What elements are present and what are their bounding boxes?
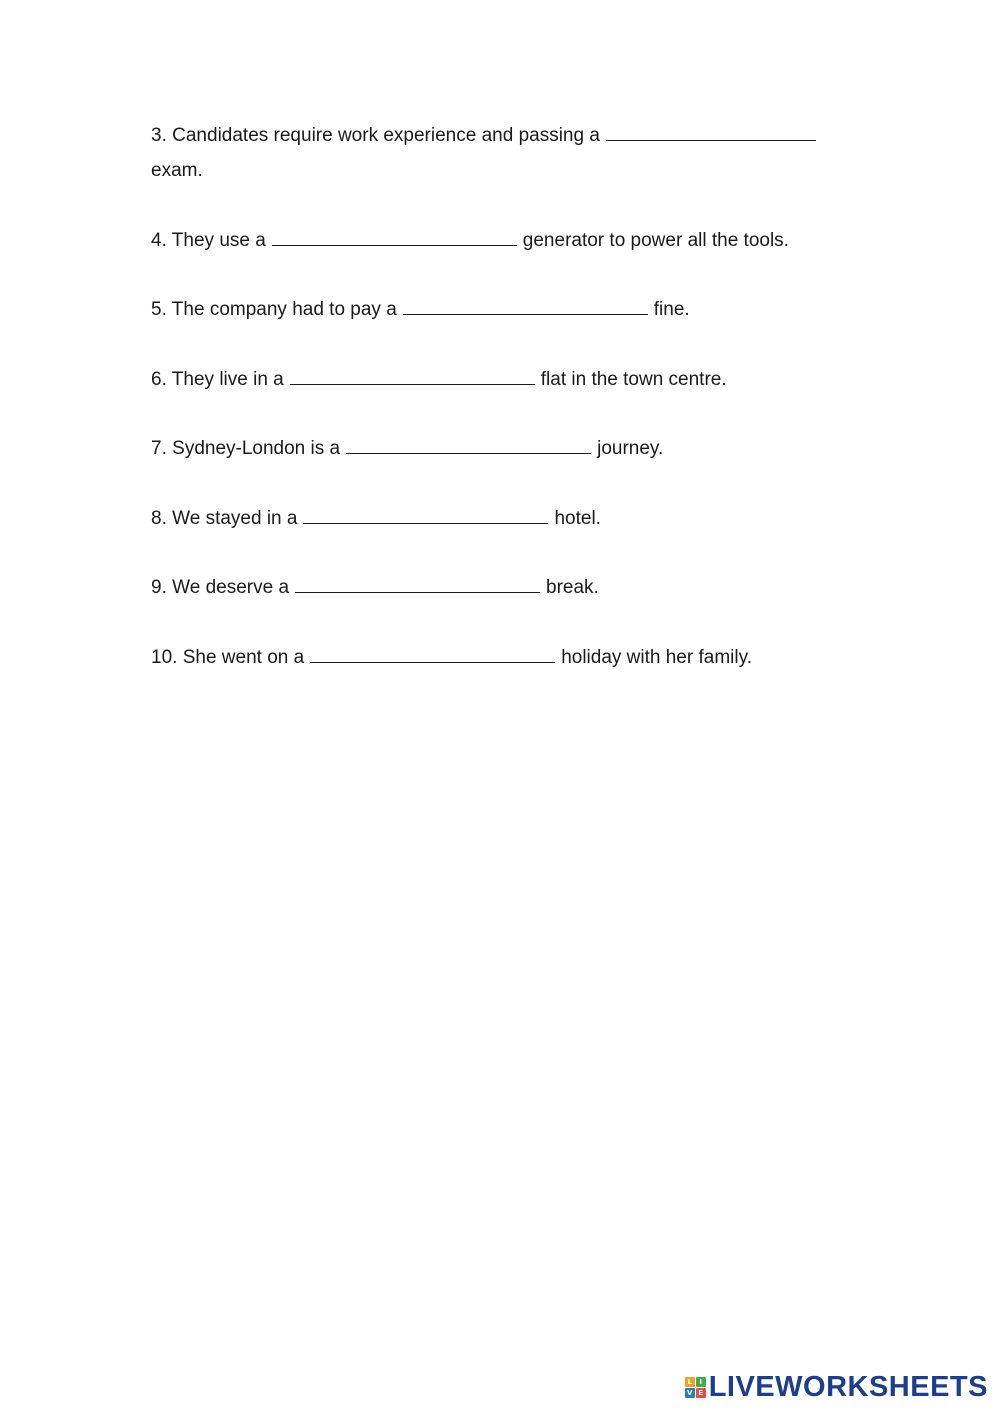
- question-number: 7.: [151, 438, 167, 459]
- question-number: 5.: [151, 299, 167, 320]
- question-number: 9.: [151, 577, 167, 598]
- question-text-after: break.: [546, 577, 599, 598]
- question-6: [151, 362, 871, 397]
- question-3: [151, 118, 871, 188]
- question-text-after: generator to power all the tools.: [522, 229, 789, 251]
- answer-blank[interactable]: [310, 647, 555, 663]
- question-text-after: holiday with her family.: [561, 646, 752, 668]
- question-text-after: journey.: [597, 438, 664, 459]
- question-number: 8.: [151, 507, 167, 529]
- logo-mark-tile: V: [685, 1388, 695, 1398]
- question-text-before: They live in a: [171, 368, 284, 390]
- answer-blank[interactable]: [403, 299, 648, 315]
- question-7: [151, 431, 871, 466]
- question-4: [151, 223, 871, 258]
- question-text-before: She went on a: [182, 646, 305, 668]
- question-number: 4.: [151, 229, 167, 251]
- question-text-after: fine.: [653, 299, 690, 320]
- logo-mark-tile: I: [696, 1377, 706, 1387]
- question-text-before: The company had to pay a: [171, 299, 397, 320]
- answer-blank[interactable]: [295, 577, 540, 593]
- question-5: [151, 292, 871, 327]
- logo-mark-icon: [685, 1377, 706, 1398]
- worksheet: [151, 118, 871, 709]
- question-number: 6.: [151, 368, 167, 390]
- question-text-before: Sydney-London is a: [172, 438, 341, 459]
- question-number: 10.: [151, 646, 178, 668]
- answer-blank[interactable]: [272, 230, 517, 246]
- question-text-before: Candidates require work experience and passing a: [172, 125, 600, 146]
- question-text-before: We stayed in a: [172, 507, 298, 529]
- question-text-after: flat in the town centre.: [540, 368, 727, 390]
- logo-mark-tile: L: [685, 1377, 695, 1387]
- question-number: 3.: [151, 125, 167, 146]
- question-text-after: hotel.: [554, 507, 601, 529]
- question-text-continuation: exam.: [151, 160, 203, 181]
- question-10: [151, 640, 871, 675]
- question-8: [151, 501, 871, 536]
- answer-blank[interactable]: [290, 369, 535, 385]
- answer-blank[interactable]: [303, 508, 548, 524]
- question-9: [151, 570, 871, 605]
- question-text-before: They use a: [171, 229, 266, 251]
- answer-blank[interactable]: [346, 438, 591, 454]
- liveworksheets-logo[interactable]: [685, 1371, 988, 1404]
- logo-mark-tile: E: [696, 1388, 706, 1398]
- logo-text: LIVEWORKSHEETS: [708, 1371, 988, 1403]
- answer-blank[interactable]: [606, 125, 816, 141]
- question-text-before: We deserve a: [172, 577, 290, 598]
